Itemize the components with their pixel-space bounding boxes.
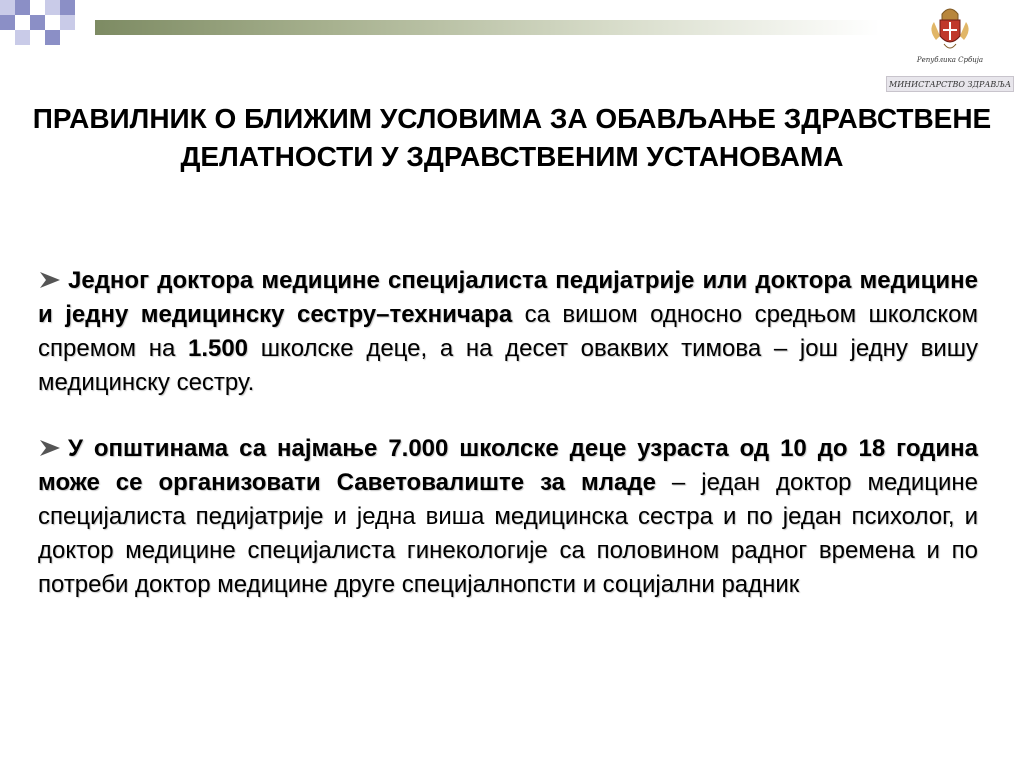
- header-gradient-bar: [95, 20, 880, 35]
- bullet-2-bold-lead: У општинама са најмање 7.000 школске деце узраста од 10 до 18 година може се организовати Саветовалиште за младе: [38, 435, 978, 496]
- bullet-2-text-end: медицинска сестра и по један психолог, и доктор медицине специјалиста гинекологије са половином радног времена и по потреби доктор медицине друге специјалнопсти и социјални радник: [38, 503, 978, 598]
- header-decoration: [0, 0, 880, 52]
- ministry-logo: [880, 0, 1020, 100]
- decor-square: [60, 0, 75, 15]
- arrow-bullet-icon: [38, 438, 62, 458]
- bullet-item: [38, 432, 978, 602]
- logo-country-text: Република Србија: [916, 56, 984, 64]
- bullet-item: [38, 264, 978, 400]
- logo-ministry-text: МИНИСТАРСТВО ЗДРАВЉА: [886, 76, 1014, 92]
- decor-square: [15, 0, 30, 15]
- decor-square: [45, 30, 60, 45]
- decor-square: [45, 0, 60, 15]
- decor-square: [60, 15, 75, 30]
- decor-square: [30, 0, 45, 15]
- decor-square: [0, 15, 15, 30]
- bullet-1-text: са вишом односно средњом школском спремом на: [38, 301, 978, 362]
- bullet-1-bold-lead: Једног доктора медицине специјалиста педијатрије или доктора медицине и једну медицинску сестру–техничара: [38, 267, 978, 328]
- decor-square: [45, 15, 60, 30]
- arrow-bullet-icon: [38, 270, 62, 290]
- decor-square: [30, 15, 45, 30]
- decor-square: [15, 30, 30, 45]
- page-title: ПРАВИЛНИК О БЛИЖИМ УСЛОВИМА ЗА ОБАВЉАЊЕ ЗДРАВСТВЕНЕ ДЕЛАТНОСТИ У ЗДРАВСТВЕНИМ УСТАНОВАМА: [32, 103, 992, 172]
- bullet-2-text: – један доктор медицине специјалиста педијатрије: [38, 469, 978, 530]
- bullet-1-number: 1.500: [187, 335, 249, 362]
- decor-square: [15, 15, 30, 30]
- bullet-1-text-end: школске деце, а на десет оваквих тимова – још једну вишу медицинску сестру.: [38, 335, 978, 396]
- bullet-2-text-mid: и једна виша: [323, 503, 495, 530]
- bullet-list: [38, 264, 978, 602]
- coat-of-arms-icon: [880, 0, 1020, 58]
- decor-square: [0, 0, 15, 15]
